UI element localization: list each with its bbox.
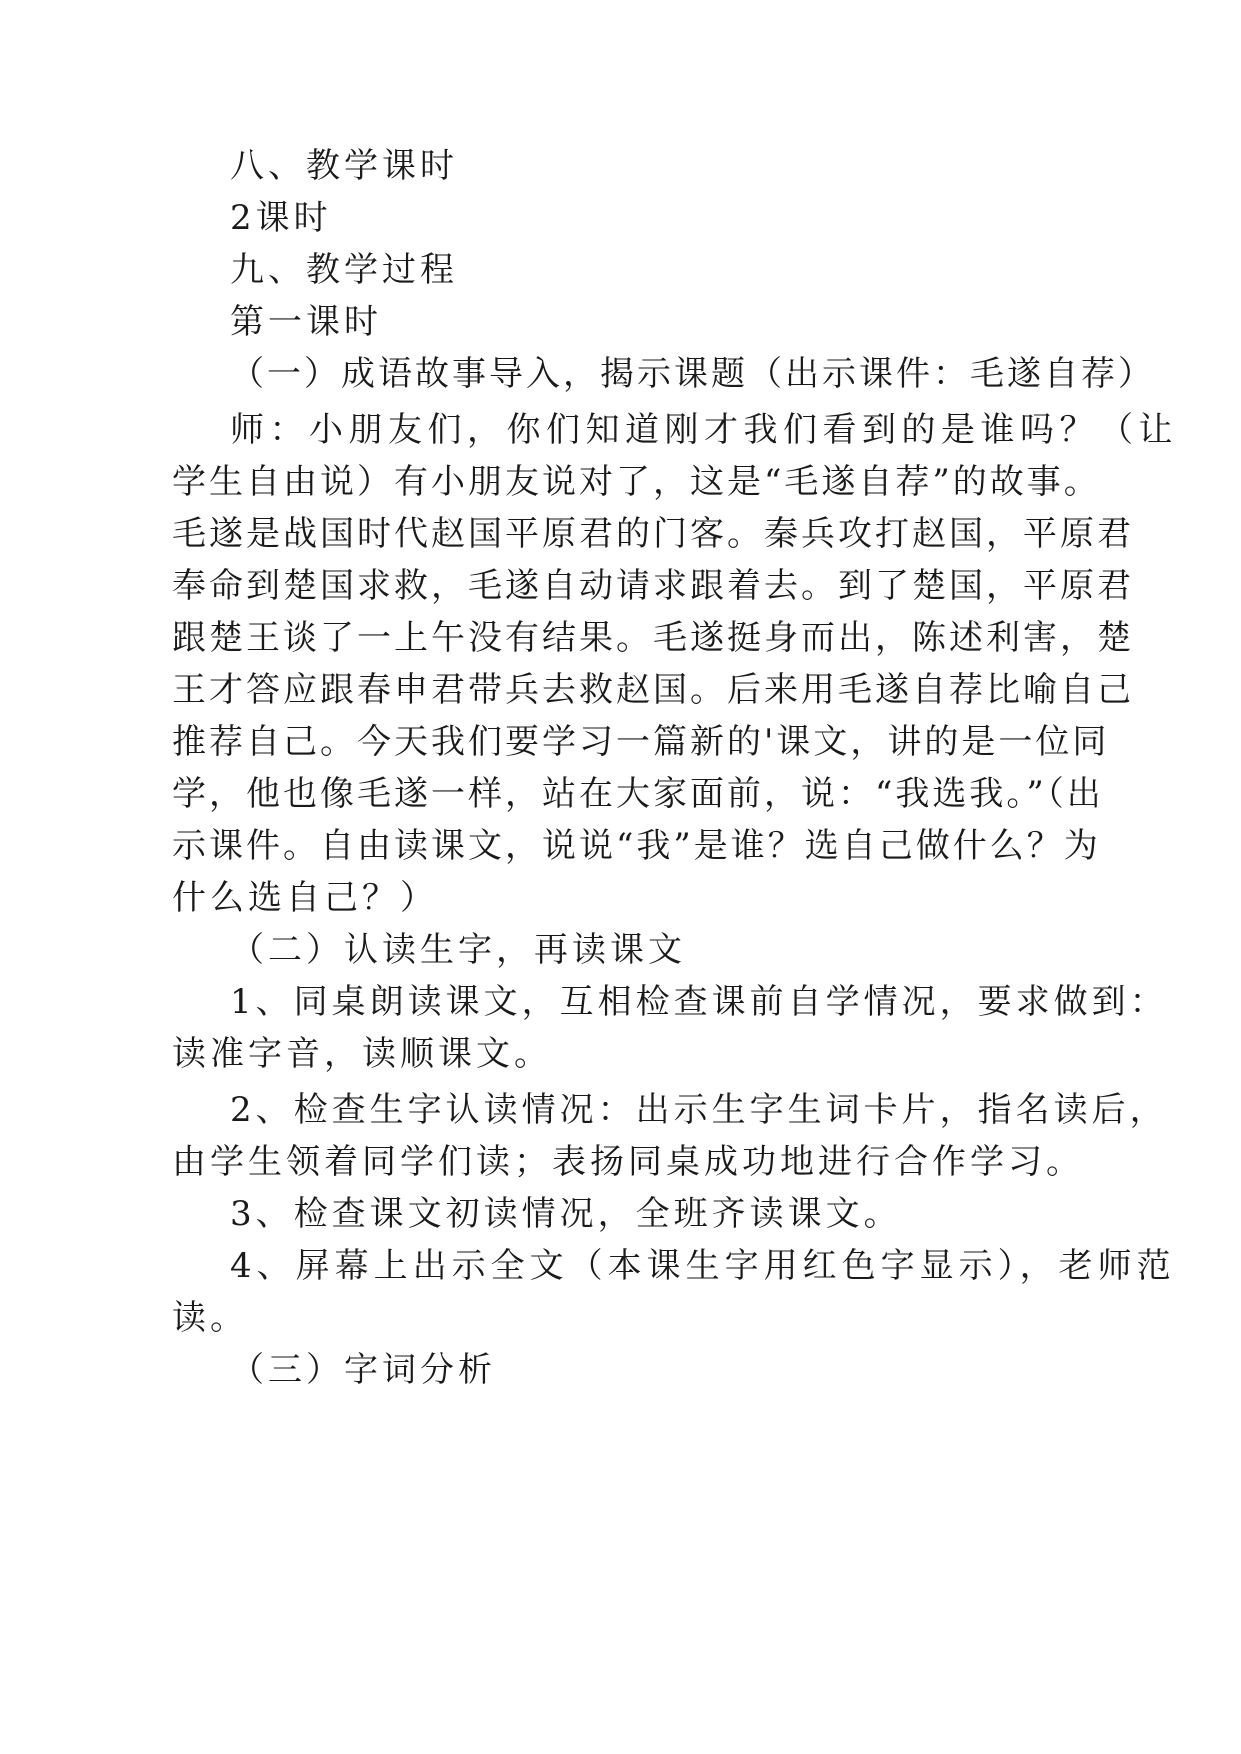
paragraph-line: 毛遂是战国时代赵国平原君的门客。秦兵攻打赵国，平原君 — [172, 514, 1134, 554]
paragraph-line: 学，他也像毛遂一样，站在大家面前，说：“我选我。”（出 — [172, 774, 1104, 814]
text-line: 2课时 — [230, 198, 332, 238]
subsection-heading: （三）字词分析 — [230, 1350, 496, 1390]
list-item-continuation: 读。 — [172, 1298, 248, 1338]
list-item: 3、检查课文初读情况，全班齐读课文。 — [230, 1194, 902, 1234]
list-item-continuation: 由学生领着同学们读；表扬同桌成功地进行合作学习。 — [172, 1142, 1084, 1182]
paragraph-line: 跟楚王谈了一上午没有结果。毛遂挺身而出，陈述利害，楚 — [172, 618, 1134, 658]
list-item: 1、同桌朗读课文，互相检查课前自学情况，要求做到： — [230, 982, 1168, 1022]
subsection-heading: （二）认读生字，再读课文 — [230, 930, 686, 970]
list-item: 2、检查生字认读情况：出示生字生词卡片，指名读后， — [230, 1090, 1168, 1130]
paragraph-line: 示课件。自由读课文，说说“我”是谁？选自己做什么？为 — [172, 826, 1101, 866]
paragraph-line: 推荐自己。今天我们要学习一篇新的'课文，讲的是一位同 — [172, 722, 1110, 762]
section-heading: 八、教学课时 — [230, 146, 458, 186]
paragraph-line: 师：小朋友们，你们知道刚才我们看到的是谁吗？（让 — [230, 410, 1178, 450]
subsection-heading: 第一课时 — [230, 302, 382, 342]
paragraph-line: 奉命到楚国求救，毛遂自动请求跟着去。到了楚国，平原君 — [172, 566, 1134, 606]
list-item-continuation: 读准字音，读顺课文。 — [172, 1034, 552, 1074]
paragraph-line: 学生自由说）有小朋友说对了，这是“毛遂自荐”的故事。 — [172, 462, 1101, 502]
paragraph-line: 什么选自己？） — [172, 878, 438, 918]
section-heading: 九、教学过程 — [230, 250, 458, 290]
list-item: 4、屏幕上出示全文（本课生字用红色字显示），老师范 — [230, 1246, 1176, 1286]
subsection-heading: （一）成语故事导入，揭示课题（出示课件：毛遂自荐） — [230, 354, 1155, 394]
paragraph-line: 王才答应跟春申君带兵去救赵国。后来用毛遂自荐比喻自己 — [172, 670, 1134, 710]
